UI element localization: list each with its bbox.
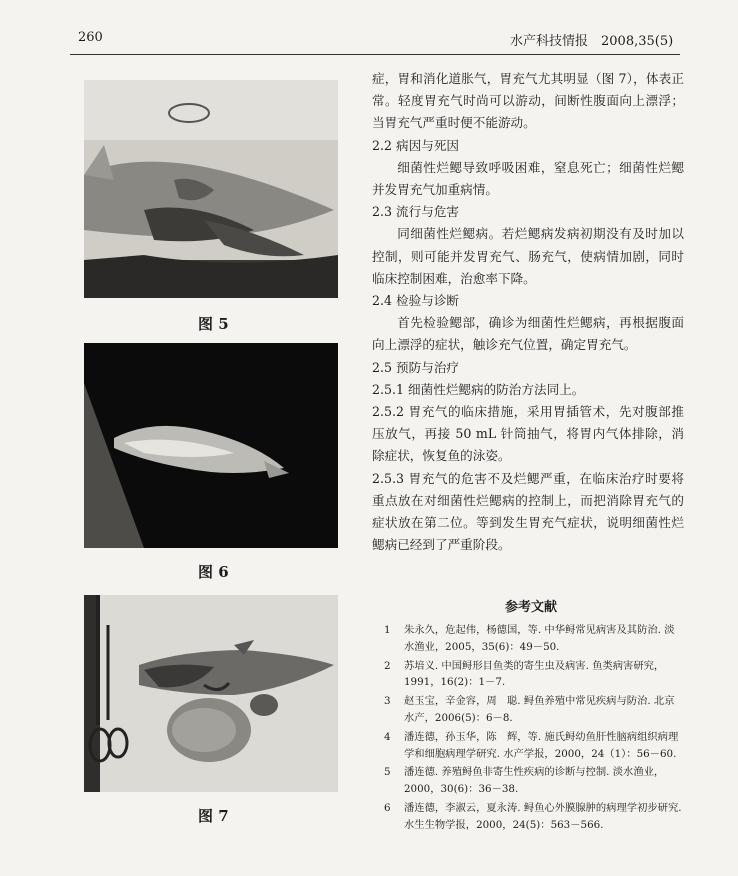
paragraph-2-5-3: 2.5.3 胃充气的危害不及烂鳃严重，在临床治疗时要将重点放在对细菌性烂鳃病的控制上，而把消除胃充气的症状放在第二位。等到发生胃充气症状，说明细菌性烂鳃病已经到了严重阶段。	[372, 470, 684, 553]
journal-header: 水产科技情报 2008,35(5)	[510, 34, 674, 49]
paragraph-2-3: 同细菌性烂鳃病。若烂鳃病发病初期没有及时加以控制，则可能并发胃充气、肠充气，使病情加剧，同时临床控制困难，治愈率下降。	[372, 226, 684, 286]
references-list	[384, 622, 684, 836]
section-2-2-heading: 2.2 病因与死因	[372, 137, 460, 153]
reference-item	[384, 658, 684, 692]
reference-text: 潘连德，李淑云，夏永涛. 鲟鱼心外膜腺肿的病理学初步研究. 水生生物学报，2000，24(5)：563－566.	[404, 801, 682, 831]
references-title: 参考文献	[505, 600, 558, 615]
page-number: 260	[78, 30, 103, 45]
reference-number: 5	[384, 766, 391, 779]
reference-item	[384, 693, 684, 727]
paragraph-symptoms: 症，胃和消化道胀气，胃充气尤其明显（图 7），体表正常。轻度胃充气时尚可以游动，间断性腹面向上漂浮；当胃充气严重时便不能游动。	[372, 71, 684, 131]
paragraph-2-5-1: 2.5.1 细菌性烂鳃病的防治方法同上。	[372, 381, 585, 397]
figure-6-photo	[84, 343, 338, 548]
reference-text: 潘连德. 养殖鲟鱼非寄生性疾病的诊断与控制. 淡水渔业，2000，30(6)：36－38.	[404, 766, 665, 796]
reference-number: 3	[384, 695, 391, 708]
reference-text: 朱永久，危起伟，杨德国，等. 中华鲟常见病害及其防治. 淡水渔业，2005，35(6)：49－50.	[404, 624, 675, 653]
section-2-5-heading: 2.5 预防与治疗	[372, 359, 460, 375]
reference-text: 赵玉宝，辛金容，周 聪. 鲟鱼养殖中常见疾病与防治. 北京水产，2006(5)：6－8.	[404, 695, 675, 724]
reference-number: 1	[384, 624, 391, 636]
figure-5-caption: 图 5	[198, 315, 229, 333]
reference-item	[384, 729, 684, 763]
paragraph-2-4: 首先检验鳃部，确诊为细菌性烂鳃病，再根据腹面向上漂浮的症状，触诊充气位置，确定胃充气。	[372, 315, 684, 353]
figure-6-caption: 图 6	[198, 563, 229, 581]
reference-text: 潘连德，孙玉华，陈 辉，等. 施氏鲟幼鱼肝性脑病组织病理学和细胞病理学研究. 水产学报，2000，24（1）：56－60.	[404, 730, 679, 760]
reference-item	[384, 622, 684, 656]
figure-7-photo	[84, 595, 338, 792]
paragraph-2-2: 细菌性烂鳃导致呼吸困难，窒息死亡；细菌性烂鳃并发胃充气加重病情。	[372, 159, 684, 198]
section-2-4-heading: 2.4 检验与诊断	[372, 293, 460, 309]
reference-item	[384, 800, 684, 834]
paragraph-2-5-2: 2.5.2 胃充气的临床措施，采用胃插管术，先对腹部推压放气，再接 50 mL 针筒抽气，将胃内气体排除，消除症状，恢复鱼的泳姿。	[372, 404, 684, 464]
reference-item	[384, 764, 684, 798]
section-2-3-heading: 2.3 流行与危害	[372, 204, 460, 220]
reference-number: 4	[384, 730, 391, 743]
reference-number: 2	[384, 659, 391, 672]
header-rule	[70, 54, 680, 55]
reference-text: 苏培义. 中国鲟形目鱼类的寄生虫及病害. 鱼类病害研究，1991，16(2)：1－7.	[404, 659, 665, 689]
figure-5-photo	[84, 80, 338, 298]
reference-number: 6	[384, 801, 391, 814]
article-text-column	[372, 68, 684, 556]
figure-7-caption: 图 7	[198, 807, 229, 825]
